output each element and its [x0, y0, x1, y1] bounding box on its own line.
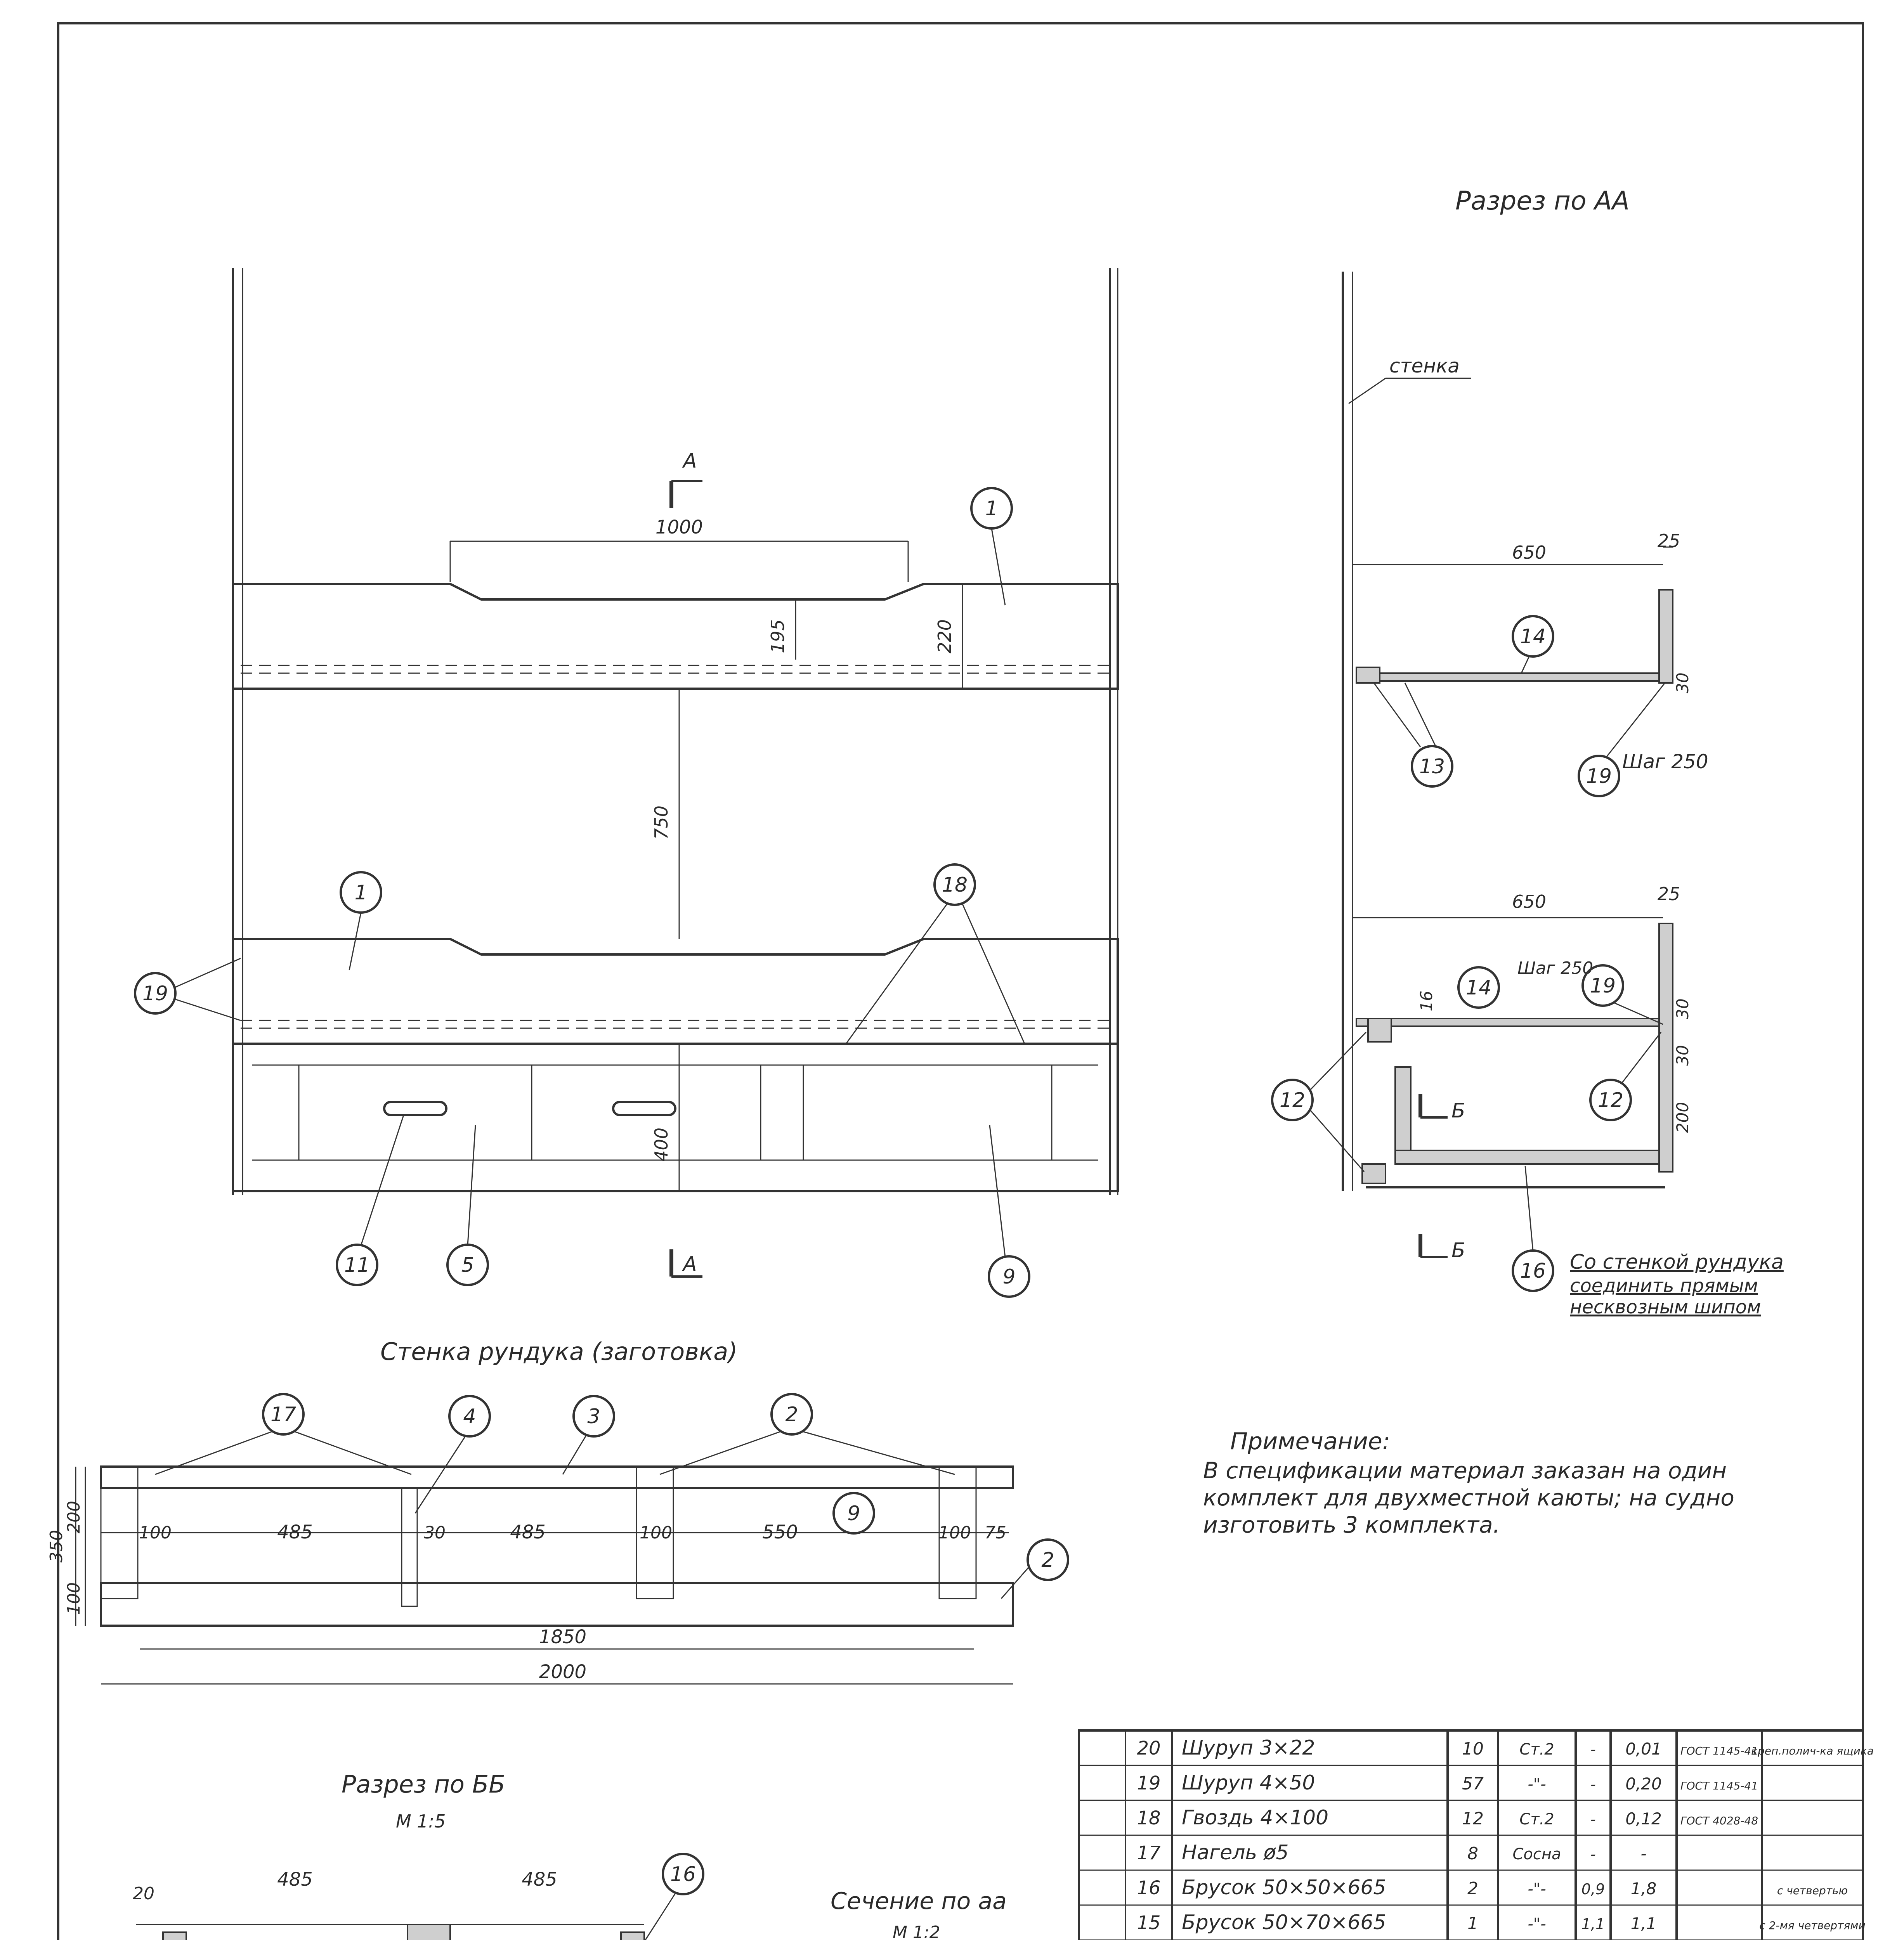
spec-row: [1137, 1736, 1873, 1760]
callout-14-top: 14: [1520, 625, 1546, 648]
callout-13: 13: [1419, 755, 1445, 778]
cut-aa-scale: М 1:2: [893, 1923, 940, 1940]
note-line-1: В спецификации материал заказан на один: [1203, 1457, 1727, 1484]
spec-cell-qty: 1: [1467, 1914, 1478, 1933]
wall-dim-200: 200: [64, 1501, 84, 1533]
spec-cell-mat: Ст.2: [1519, 1741, 1554, 1758]
spec-cell-pos: 20: [1137, 1737, 1161, 1759]
callout-1a: 1: [985, 497, 998, 520]
note-title: Примечание:: [1230, 1428, 1390, 1455]
step-250-top: Шаг 250: [1622, 750, 1708, 773]
spec-cell-mat: -"-: [1528, 1880, 1546, 1898]
front-dim-1000: 1000: [655, 516, 703, 538]
callout-3: 3: [587, 1405, 600, 1428]
spec-cell-size: ГОСТ 1145-41: [1680, 1744, 1758, 1757]
callout-16-aa: 16: [1520, 1259, 1546, 1283]
callout-18: 18: [942, 873, 968, 897]
callout-17: 17: [270, 1403, 297, 1426]
aa-dim-30-bottom-b: 30: [1673, 1045, 1692, 1066]
section-aa-title: Разрез по АА: [1455, 186, 1630, 216]
callout-11-front: 11: [344, 1254, 370, 1277]
callout-2-top: 2: [785, 1403, 798, 1426]
note-line-3: изготовить 3 комплекта.: [1203, 1512, 1500, 1538]
spec-cell-name: Шуруп 3×22: [1182, 1736, 1315, 1760]
callout-19-aa-bottom: 19: [1590, 974, 1616, 998]
spec-cell-name: Брусок 50×70×665: [1182, 1911, 1386, 1934]
spec-cell-total: 0,20: [1625, 1774, 1662, 1793]
front-dim-220: 220: [934, 619, 955, 653]
aa-dim-30-top: 30: [1673, 672, 1692, 693]
wall-dim-100: 100: [64, 1582, 84, 1615]
spec-cell-mat: Сосна: [1512, 1845, 1561, 1863]
cut-b-bottom-label: Б: [1451, 1239, 1465, 1262]
wall-dim-100-c: 100: [938, 1523, 971, 1543]
wall-dim-2000: 2000: [539, 1661, 587, 1683]
aa-dim-650-bottom: 650: [1512, 891, 1546, 912]
front-view: [233, 268, 1118, 1277]
spec-cell-unit: -: [1590, 1741, 1596, 1758]
note-block: [1203, 1428, 1734, 1538]
spec-cell-total: 1,1: [1630, 1914, 1657, 1933]
front-dim-400: 400: [651, 1128, 672, 1162]
note-line-2: комплект для двухместной каюты; на судно: [1203, 1484, 1734, 1511]
bb-dim-485-b: 485: [522, 1869, 557, 1890]
callout-14-bottom: 14: [1465, 976, 1492, 999]
spec-cell-unit: -: [1590, 1846, 1596, 1863]
cut-a-top-label: А: [683, 449, 697, 473]
spec-cell-name: Нагель ø5: [1182, 1841, 1289, 1864]
spec-cell-unit: 1,1: [1581, 1916, 1605, 1933]
wall-dim-100-a: 100: [139, 1523, 172, 1543]
spec-cell-pos: 18: [1137, 1807, 1161, 1829]
joint-note-2: соединить прямым: [1570, 1275, 1758, 1297]
chest-wall-title: Стенка рундука (заготовка): [380, 1337, 738, 1366]
spec-cell-note: креп.полич-ка ящика: [1751, 1744, 1874, 1757]
spec-cell-name: Гвоздь 4×100: [1182, 1806, 1329, 1829]
chest-wall-view: [47, 1337, 1068, 1684]
spec-cell-unit: -: [1590, 1811, 1596, 1828]
callout-1b: 1: [354, 881, 368, 904]
callout-12-left: 12: [1279, 1089, 1306, 1112]
spec-cell-unit: 0,9: [1581, 1881, 1605, 1898]
cut-aa-title: Сечение по аа: [831, 1888, 1007, 1915]
spec-cell-qty: 10: [1462, 1739, 1484, 1759]
callout-5-front: 5: [461, 1254, 474, 1277]
callout-19-front: 19: [142, 982, 168, 1005]
callout-9-front: 9: [1002, 1265, 1016, 1289]
spec-cell-qty: 12: [1462, 1809, 1484, 1829]
callout-12-right: 12: [1597, 1089, 1624, 1112]
wall-dim-100-b: 100: [640, 1523, 672, 1543]
aa-dim-30-bottom-a: 30: [1673, 998, 1692, 1019]
aa-dim-25-top: 25: [1657, 530, 1680, 551]
spec-cell-size: ГОСТ 4028-48: [1680, 1814, 1758, 1827]
wall-dim-485-b: 485: [510, 1521, 546, 1543]
step-250-bottom: Шаг 250: [1517, 958, 1594, 978]
cut-aa: [717, 1888, 1075, 1940]
section-bb-scale: М 1:5: [396, 1811, 446, 1832]
callout-2-right: 2: [1041, 1549, 1054, 1572]
cut-a-bottom-label: А: [683, 1252, 697, 1276]
spec-cell-note: с 2-мя четвертями: [1759, 1919, 1866, 1932]
spec-cell-note: с четвертью: [1777, 1884, 1848, 1897]
aa-dim-25-bottom: 25: [1657, 883, 1680, 904]
bb-dim-20-left: 20: [133, 1884, 154, 1904]
wall-dim-485-a: 485: [277, 1521, 313, 1543]
callout-4: 4: [463, 1405, 476, 1428]
aa-dim-650-top: 650: [1512, 542, 1546, 563]
cut-b-top-label: Б: [1451, 1099, 1465, 1122]
callout-16-bb-top: 16: [670, 1863, 696, 1886]
aa-dim-200: 200: [1673, 1102, 1692, 1133]
spec-cell-total: 0,01: [1625, 1739, 1662, 1758]
wall-dim-75: 75: [985, 1523, 1006, 1543]
wall-label: стенка: [1389, 355, 1460, 377]
bb-dim-485-a: 485: [277, 1869, 313, 1890]
joint-note-3: несквозным шипом: [1570, 1296, 1761, 1318]
front-dim-750: 750: [651, 805, 672, 840]
spec-cell-pos: 19: [1137, 1772, 1161, 1794]
wall-dim-30: 30: [424, 1523, 446, 1543]
front-callouts: [135, 488, 1029, 1297]
spec-cell-name: Брусок 50×50×665: [1182, 1876, 1386, 1899]
callout-19-aa-top: 19: [1586, 765, 1612, 788]
wall-dim-350: 350: [47, 1530, 66, 1562]
spec-cell-mat: -"-: [1528, 1915, 1546, 1933]
joint-note-1: Со стенкой рундука: [1570, 1251, 1784, 1274]
spec-cell-total: -: [1640, 1844, 1647, 1863]
spec-row: [1137, 1841, 1646, 1864]
spec-cell-qty: 2: [1467, 1879, 1478, 1898]
spec-cell-pos: 17: [1137, 1842, 1161, 1864]
spec-cell-mat: Ст.2: [1519, 1810, 1554, 1828]
spec-cell-mat: -"-: [1528, 1775, 1546, 1793]
section-aa: [1272, 186, 1784, 1318]
front-dim-195: 195: [767, 619, 788, 653]
spec-row: [1137, 1876, 1848, 1899]
wall-dim-550: 550: [762, 1521, 798, 1543]
spec-cell-size: ГОСТ 1145-41: [1680, 1779, 1758, 1792]
section-bb: [133, 1770, 703, 1940]
section-bb-title: Разрез по ББ: [342, 1770, 505, 1798]
spec-cell-total: 1,8: [1630, 1879, 1657, 1898]
wall-dim-1850: 1850: [539, 1626, 587, 1648]
spec-cell-name: Шуруп 4×50: [1182, 1771, 1315, 1794]
spec-cell-qty: 8: [1467, 1844, 1478, 1864]
spec-cell-unit: -: [1590, 1776, 1596, 1793]
spec-table: [1076, 1730, 1874, 1940]
spec-row: [1137, 1911, 1865, 1934]
spec-cell-pos: 15: [1137, 1912, 1161, 1934]
spec-cell-pos: 16: [1137, 1877, 1161, 1899]
callout-9-wall: 9: [847, 1502, 860, 1525]
spec-cell-total: 0,12: [1625, 1809, 1662, 1828]
aa-dim-16: 16: [1417, 991, 1436, 1012]
spec-cell-qty: 57: [1462, 1774, 1484, 1794]
